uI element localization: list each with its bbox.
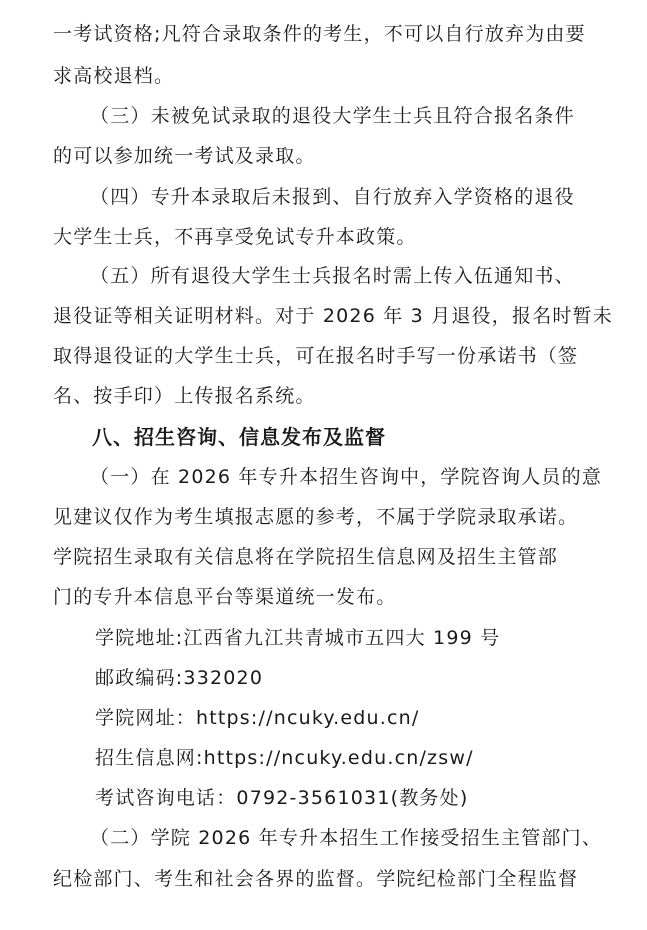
text-line: 门的专升本信息平台等渠道统一发布。 [53, 586, 397, 608]
address-line: 学院地址:江西省九江共青城市五四大 199 号 [95, 627, 501, 649]
text-line: 退役证等相关证明材料。对于 2026 年 3 月退役，报名时暂未 [53, 305, 614, 327]
text-line: 一考试资格;凡符合录取条件的考生，不可以自行放弃为由要 [53, 23, 586, 45]
text-line: 大学生士兵，不再享受免试专升本政策。 [53, 226, 417, 248]
text-line: （二）学院 2026 年专升本招生工作接受招生主管部门、 [90, 827, 603, 849]
text-line: 见建议仅作为考生填报志愿的参考，不属于学院录取承诺。 [53, 506, 579, 528]
postal-code-line: 邮政编码:332020 [95, 667, 264, 689]
text-line: （一）在 2026 年专升本招生咨询中，学院咨询人员的意 [90, 466, 603, 488]
text-line: 学院招生录取有关信息将在学院招生信息网及招生主管部 [53, 546, 559, 568]
section-heading: 八、招生咨询、信息发布及监督 [92, 425, 386, 449]
text-line: 纪检部门、考生和社会各界的监督。学院纪检部门全程监督 [53, 868, 579, 890]
text-line: 的可以参加统一考试及录取。 [53, 145, 316, 167]
admissions-site-line: 招生信息网:https://ncuky.edu.cn/zsw/ [95, 747, 474, 769]
phone-line: 考试咨询电话：0792-3561031(教务处) [95, 787, 469, 809]
website-line: 学院网址：https://ncuky.edu.cn/ [95, 707, 420, 729]
text-line: （五）所有退役大学生士兵报名时需上传入伍通知书、 [90, 265, 575, 287]
text-line: （四）专升本录取后未报到、自行放弃入学资格的退役 [90, 186, 575, 208]
text-line: （三）未被免试录取的退役大学生士兵且符合报名条件 [90, 105, 575, 127]
text-line: 取得退役证的大学生士兵，可在报名时手写一份承诺书（签 [53, 345, 579, 367]
text-line: 求高校退档。 [53, 65, 175, 87]
text-line: 名、按手印）上传报名系统。 [53, 385, 316, 407]
